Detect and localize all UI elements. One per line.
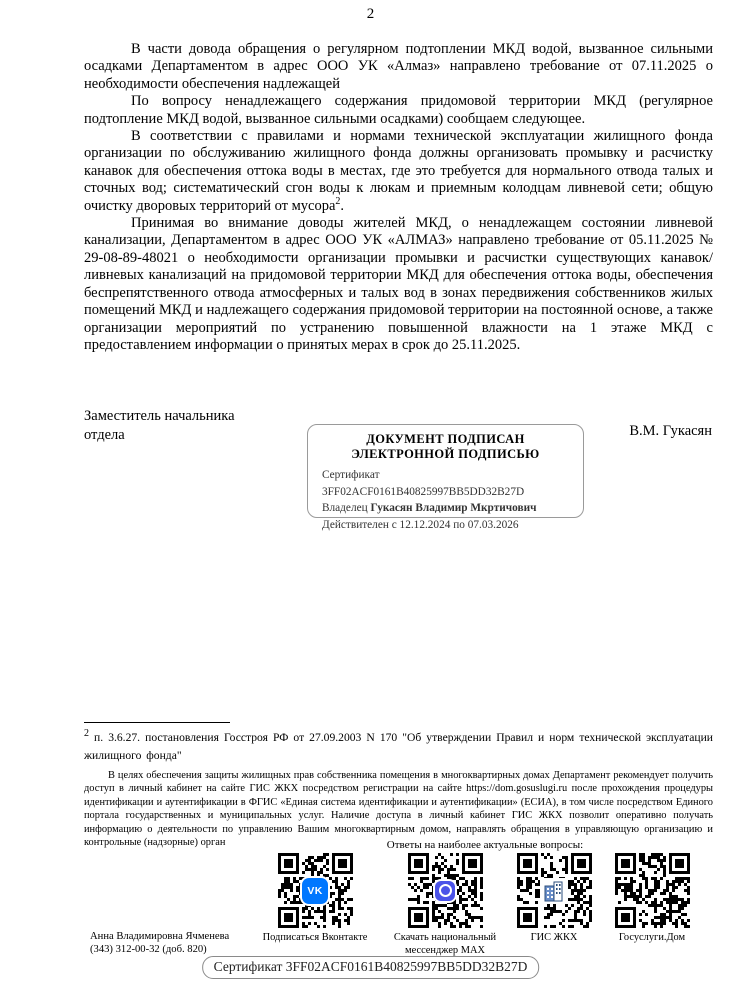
paragraph-regulations <box>84 128 713 215</box>
signer-position-line1: Заместитель начальника <box>84 408 235 424</box>
footnote <box>84 729 713 764</box>
gis-zhkh-recommendation: В целях обеспечения защиты жилищных прав собственника помещения в многоквартирных домах Департамент рекомендует получить доступ в личный кабинет на сайте ГИС ЖКХ посредством регистрации на сайте https://dom.gosuslugi.ru после прохождения процедуры идентификации и аутентификации в ФГИС «Единая система идентификации и аутентификации» (ЕСИА), в том числе посредством Единого портала государственных и муниципальных услуг. Наличие доступа в личный кабинет ГИС ЖКХ позволит оперативно получать информацию о деятельности по управлению Вашим многоквартирным домом, направлять обращения в управляющую организацию и контрольные (надзорные) орган <box>84 770 713 849</box>
paragraph-flood-claim: В части довода обращения о регулярном подтоплении МКД водой, вызванное сильными осадками Департаментом в адрес ООО УК «Алмаз» направлено требование от 07.11.2025 о необходимости обеспечения надлежащей <box>84 41 713 92</box>
stamp-validity-line: Действителен с 12.12.2024 по 07.03.2026 <box>322 518 519 531</box>
building-icon <box>542 880 566 902</box>
qr-code-gis-zhkh <box>517 853 592 928</box>
contact-name: Анна Владимировна Ячменева <box>90 931 230 942</box>
contact-phone: (343) 312-00-32 (доб. 820) <box>90 944 207 955</box>
qr-label-gosuslugi-dom: Госуслуги.Дом <box>618 932 686 943</box>
qr-label-max: Скачать национальный мессенджер МАХ <box>393 932 497 956</box>
body-text <box>84 41 713 354</box>
paragraph-territory-question: По вопросу ненадлежащего содержания придомовой территории МКД (регулярное подтопление МКД водой, вызванное сильными осадками) сообщаем следующее. <box>84 93 713 127</box>
contact-person <box>90 930 270 956</box>
qr-code-gosuslugi-dom <box>615 853 690 928</box>
qr-label-gis-zhkh: ГИС ЖКХ <box>530 932 578 943</box>
paragraph-requirement: Принимая во внимание доводы жителей МКД, о ненадлежащем состоянии ливневой канализации, Департаментом в адрес ООО УК «АЛМАЗ» направлено требование от 05.11.2025 № 29-08-89-48021 о необходимости организации промывки и расчистки существующих канавок/ливневых канализаций на придомовой территории МКД для обеспечения оттока воды, обеспечения беспрепятственного отвода атмосферных и талых вод в зонах передвижения собственников жилых помещений МКД и надлежащего содержания придомовой территории на постоянной основе, а также организации мероприятий по устранению повышенной влажности на 1 этаже МКД с предоставлением информации о принятых мерах в срок до 25.11.2025. <box>84 215 713 353</box>
qr-section-caption: Ответы на наиболее актуальные вопросы: <box>386 839 584 851</box>
max-icon-ring <box>439 884 452 897</box>
stamp-details <box>308 467 583 533</box>
stamp-title-line2: ЭЛЕКТРОННОЙ ПОДПИСЬЮ <box>351 447 540 461</box>
stamp-title <box>308 432 583 462</box>
signer-name: В.М. Гукасян <box>629 423 712 439</box>
qr-code-max <box>408 853 483 928</box>
qr-item-max <box>387 853 503 957</box>
footnote-marker: 2 <box>84 728 89 740</box>
stamp-certificate-line <box>322 467 575 500</box>
paragraph-regulations-period: . <box>340 197 345 214</box>
paragraph-regulations-text: В соответствии с правилами и нормами технической эксплуатации жилищного фонда организации по обслуживанию жилищного фонда должны организовать промывку и расчистку канавок для обеспечения оттока воды в местах, где это требуется для нормального отвода талых и сточных вод; систематический сгон воды к люкам и приемным колодцам ливневой сети; общую очистку дворовых территорий от мусора <box>84 128 713 214</box>
stamp-certificate-label: Сертификат <box>322 469 380 481</box>
signer-position-line2: отдела <box>84 426 125 443</box>
stamp-title-line1: ДОКУМЕНТ ПОДПИСАН <box>366 432 525 446</box>
stamp-owner-label: Владелец <box>322 502 368 514</box>
footnote-divider <box>84 722 230 723</box>
qr-item-gosuslugi-dom <box>594 853 710 945</box>
qr-item-vk <box>257 853 373 945</box>
qr-label-vk: Подписаться Вконтакте <box>262 932 368 943</box>
signer-position <box>84 407 284 444</box>
qr-canvas-gosuslugi-dom <box>615 853 690 928</box>
stamp-owner-name: Гукасян Владимир Мкртичович <box>370 502 537 514</box>
stamp-owner-line <box>322 500 575 517</box>
vk-icon-text: VK <box>307 884 323 897</box>
max-icon <box>435 881 455 901</box>
electronic-signature-stamp <box>307 424 584 531</box>
footnote-text: п. 3.6.27. постановления Госстроя РФ от 27.09.2003 N 170 "Об утверждении Правил и норм технической эксплуатации жилищного фонда" <box>84 731 713 762</box>
stamp-certificate-number: 3FF02ACF0161B40825997BB5DD32B27D <box>322 485 525 498</box>
page-number: 2 <box>366 6 375 22</box>
vk-icon <box>302 878 328 904</box>
certificate-footer-badge: Сертификат 3FF02ACF0161B40825997BB5DD32B27D <box>202 956 540 979</box>
footnote-ref: 2 <box>335 195 341 207</box>
qr-code-vk <box>278 853 353 928</box>
